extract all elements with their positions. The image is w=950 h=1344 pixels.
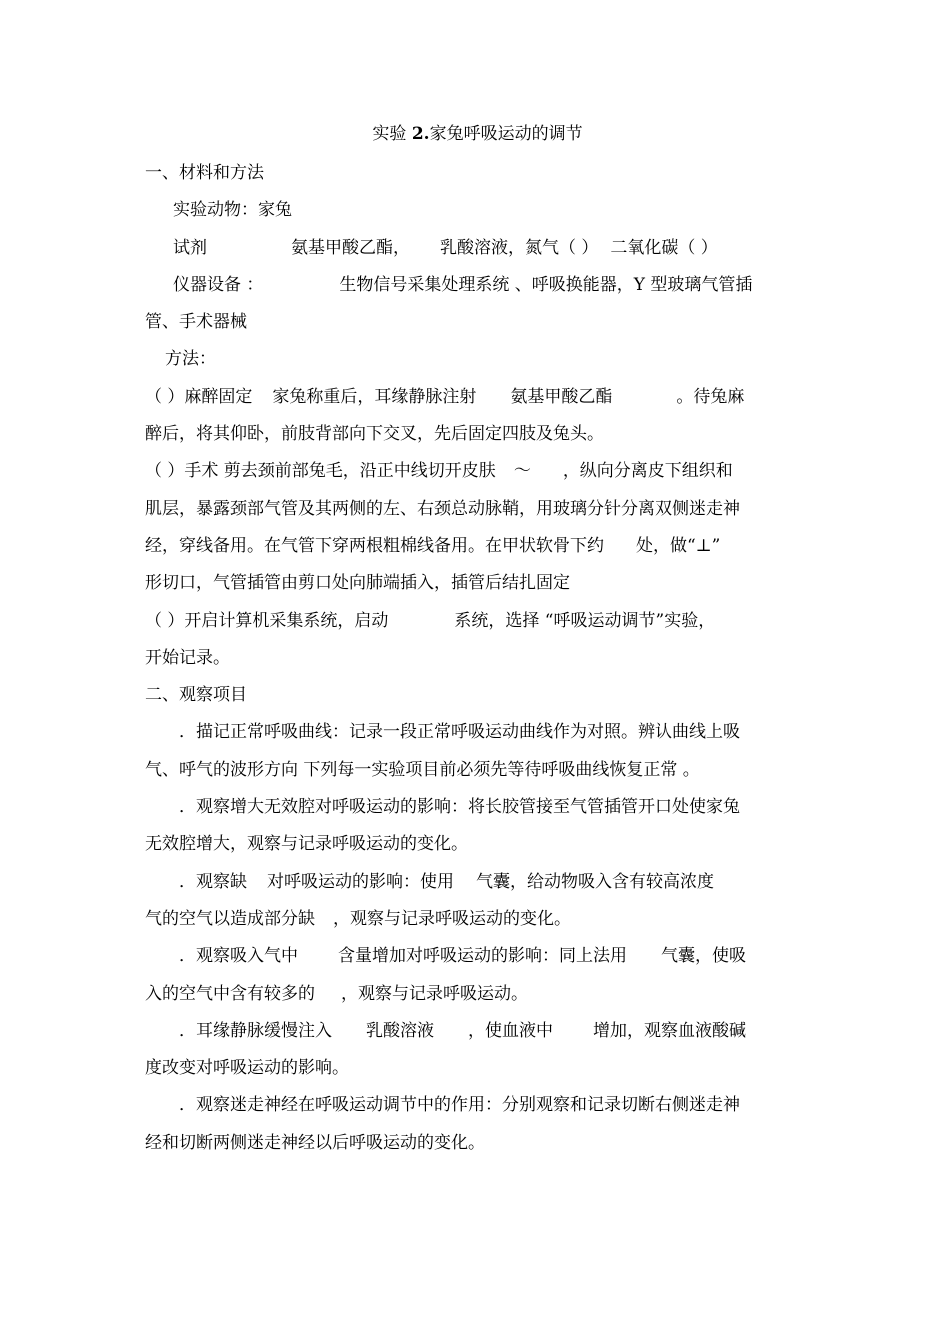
equipment-label: 仪器设备 ： [173,274,264,295]
observation-text: ，观察与记录呼吸运动。 [341,983,528,1004]
step2-line-3 [145,528,810,565]
observation-4-line-2 [145,976,810,1013]
step1-line-2: 醉后，将其仰卧，前肢背部向下交叉，先后固定四肢及兔头。 [145,424,604,445]
observation-text: ．耳缘静脉缓慢注入 [179,1020,332,1041]
observation-5-line-1 [145,1013,810,1050]
observation-text: 入的空气中含有较多的 [145,983,315,1004]
step2-text: ～ [513,461,531,482]
observation-5-line-2: 度改变对呼吸运动的影响。 [145,1058,349,1079]
section2-heading: 二、观察项目 [145,685,247,706]
animal-line: 实验动物：家兔 [173,200,292,221]
equipment-line-2: 管、手术器械 [145,312,247,333]
step3-line-1 [145,603,810,640]
observation-text: 含量增加对呼吸运动的影响：同上法用 [338,946,627,967]
title-prefix: 实验 [372,124,407,144]
observation-text: 气囊，给动物吸入含有较高浓度 [476,871,714,892]
section1-heading: 一、材料和方法 [145,163,264,183]
observation-text: 乳酸溶液 [366,1020,434,1041]
step1-text: 氨基甲酸乙酯 [510,386,613,407]
step1-text: 。待兔麻 [676,386,745,407]
equipment-text: 生物信号采集处理系统 、呼吸换能器，Y 型玻璃气管插 [339,274,753,295]
observation-text: 气囊，使吸 [661,946,746,967]
step3-text: （ ）开启计算机采集系统，启动 [145,610,389,631]
reagents-label: 试剂 [173,237,207,258]
step2-text: ，纵向分离皮下组织和 [562,461,733,482]
step2-line-4: 形切口，气管插管由剪口处向肺端插入，插管后结扎固定 [145,573,570,594]
step2-line-1 [145,453,810,490]
observation-2-line-2: 无效腔增大，观察与记录呼吸运动的变化。 [145,834,468,855]
observation-text: ，使血液中 [468,1020,553,1041]
observation-text: 增加，观察血液酸碱 [593,1020,746,1041]
observation-3-line-2 [145,901,810,938]
observation-3-line-1 [145,864,810,901]
observation-1-line-2: 气、呼气的波形方向 下列每一实验项目前必须先等待呼吸曲线恢复正常 。 [145,759,700,780]
observation-text: 气的空气以造成部分缺 [145,908,315,929]
document-title [145,118,810,155]
observation-6-line-1: ．观察迷走神经在呼吸运动调节中的作用：分别观察和记录切断右侧迷走神 [179,1095,740,1116]
observation-1-line-1: ．描记正常呼吸曲线：记录一段正常呼吸运动曲线作为对照。辨认曲线上吸 [179,722,740,743]
title-number: 2. [411,124,430,144]
step2-text: 处，做“⊥” [636,535,721,556]
step1-text: 家兔称重后，耳缘静脉注射 [272,386,477,407]
reagent-item: 氨基甲酸乙酯， [291,237,410,258]
step1-title: （ ）麻醉固定 [145,386,253,407]
step2-text: 经，穿线备用。在气管下穿两根粗棉线备用。在甲状软骨下约 [145,535,604,556]
equipment-line [145,267,810,304]
methods-label: 方法： [165,349,216,370]
observation-2-line-1: ．观察增大无效腔对呼吸运动的影响：将长胶管接至气管插管开口处使家兔 [179,797,740,818]
observation-6-line-2: 经和切断两侧迷走神经以后呼吸运动的变化。 [145,1132,485,1153]
reagent-item: 乳酸溶液，氮气（ ） [440,237,599,258]
title-text: 家兔呼吸运动的调节 [429,124,583,144]
observation-4-line-1 [145,938,810,975]
observation-text: ．观察吸入气中 [179,946,298,967]
step2-line-2: 肌层，暴露颈部气管及其两侧的左、右颈总动脉鞘，用玻璃分针分离双侧迷走神 [145,498,740,519]
reagents-line [145,230,810,267]
reagent-item: 二氧化碳（ ） [610,237,718,258]
observation-text: ，观察与记录呼吸运动的变化。 [333,908,571,929]
step3-text: 系统，选择 “呼吸运动调节”实验， [454,610,716,631]
observation-text: ．观察缺 [179,871,247,892]
observation-text: 对呼吸运动的影响：使用 [267,871,454,892]
step3-line-2: 开始记录。 [145,647,230,668]
step1-line-1 [145,379,810,416]
step2-text: （ ）手术 剪去颈前部兔毛，沿正中线切开皮肤 [145,461,496,482]
document-page [145,118,810,1162]
